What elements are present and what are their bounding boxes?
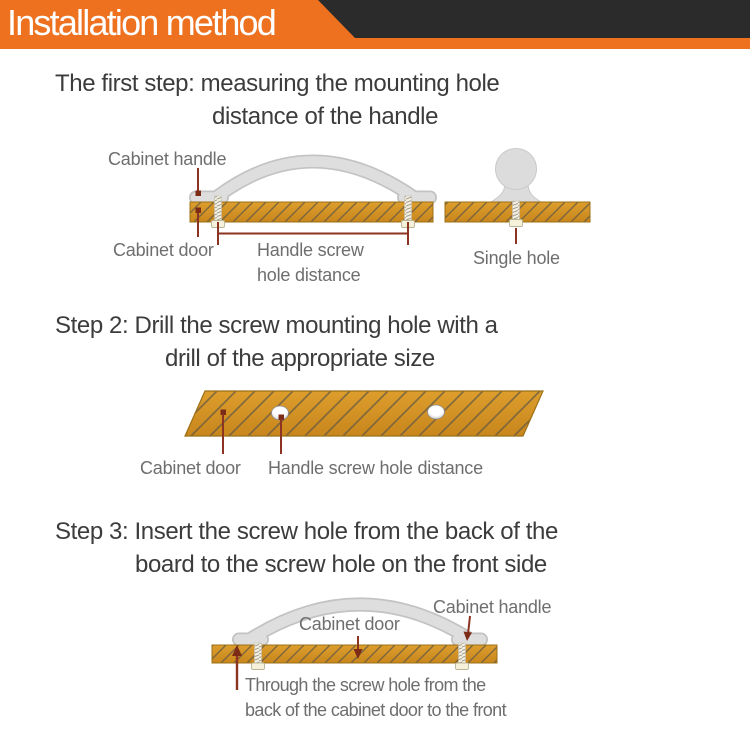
step1-label-single-hole: Single hole — [473, 248, 560, 268]
step2-label-cabinet-door: Cabinet door — [140, 458, 241, 478]
step3-caption-line1: Through the screw hole from the — [245, 675, 486, 695]
step3-caption-line2: back of the cabinet door to the front — [245, 700, 506, 720]
cabinet-door-panel — [185, 391, 543, 436]
cabinet-handle-pointer — [196, 168, 202, 196]
step2-title-line2: drill of the appropriate size — [165, 345, 435, 372]
step1-title-line1: The first step: measuring the mounting hole — [55, 70, 500, 97]
step1-label-cabinet-handle: Cabinet handle — [108, 149, 227, 169]
cabinet-door-board-left — [190, 202, 433, 222]
step1-label-screw-distance-line2: hole distance — [257, 265, 361, 285]
step2-diagram — [185, 391, 543, 454]
step1-label-cabinet-door: Cabinet door — [113, 240, 214, 260]
step3-title-line1: Step 3: Insert the screw hole from the back of the — [55, 518, 558, 545]
step3-label-cabinet-handle: Cabinet handle — [433, 597, 552, 617]
step1-label-screw-distance-line1: Handle screw — [257, 240, 364, 260]
step3-title-line2: board to the screw hole on the front side — [135, 551, 547, 578]
step3-label-cabinet-door: Cabinet door — [299, 614, 400, 634]
step2-title-line1: Step 2: Drill the screw mounting hole with a — [55, 312, 498, 339]
page-title: Installation method — [7, 2, 275, 43]
step2-label-screw-distance: Handle screw hole distance — [268, 458, 483, 478]
step1-diagram — [190, 149, 590, 246]
knob-shape — [491, 149, 541, 203]
drill-hole-right — [428, 405, 445, 419]
cabinet-handle-shape — [196, 162, 430, 198]
step1-title-line2: distance of the handle — [212, 103, 439, 130]
